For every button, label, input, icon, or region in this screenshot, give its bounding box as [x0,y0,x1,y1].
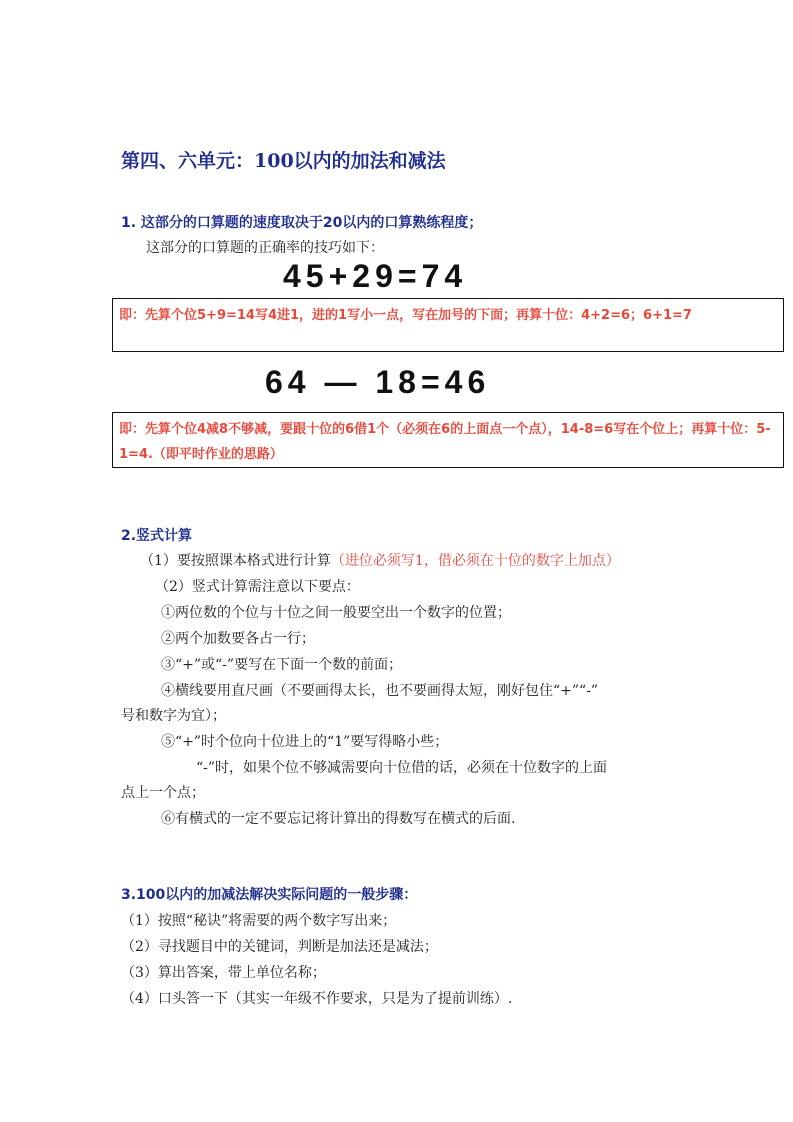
point-5-line2: “-”时，如果个位不够减需要向十位借的话，必须在十位数字的上面 [196,760,608,776]
equation-addition: 45+29=74 [283,258,468,294]
point-5-line1: ⑤“+”时个位向十位进上的“1”要写得略小些； [161,734,449,750]
point-5-line3: 点上一个点； [121,785,205,801]
point-1: ①两位数的个位与十位之间一般要空出一个数字的位置； [161,605,511,621]
point-3: ③“+”或“-”要写在下面一个数的前面； [161,657,403,673]
note-box-subtraction [112,412,784,468]
section1-heading: 1. 这部分的口算题的速度取决于20以内的口算熟练程度； [121,215,483,231]
step-2: （2）寻找题目中的关键词，判断是加法还是减法； [121,939,438,955]
item1-text: （1）要按照课本格式进行计算 [140,553,331,569]
point-6: ⑥有横式的一定不要忘记将计算出的得数写在横式的后面. [161,811,516,827]
note-subtraction-text: 即：先算个位4减8不够减，要跟十位的6借1个（必须在6的上面点一个点），14-8=6写在个位上；再算十位：5-1=4.（即平时作业的思路） [119,422,771,462]
equation-subtraction: 64 — 18=46 [265,364,491,400]
step-3: （3）算出答案，带上单位名称； [121,965,326,981]
section2-item2: （2）竖式计算需注意以下要点： [155,579,360,595]
step-1: （1）按照“秘诀”将需要的两个数字写出来； [121,913,397,929]
section2-item1 [140,550,620,570]
note-addition-text: 即：先算个位5+9=14写4进1，进的1写小一点，写在加号的下面；再算十位：4+2=6；6+1=7 [119,308,692,323]
section3-heading: 3.100以内的加减法解决实际问题的一般步骤： [121,887,418,903]
note-box-addition [112,298,784,352]
section2-heading: 2.竖式计算 [121,528,193,544]
item1-red-note: （进位必须写1，借必须在十位的数字上加点） [330,553,620,569]
step-4: （4）口头答一下（其实一年级不作要求，只是为了提前训练）. [121,991,513,1007]
point-2: ②两个加数要各占一行； [161,631,315,647]
page-title: 第四、六单元：100以内的加法和减法 [121,150,446,172]
point-4-line1: ④横线要用直尺画（不要画得太长，也不要画得太短，刚好包住“+”“-” [161,683,599,699]
section1-intro: 这部分的口算题的正确率的技巧如下： [146,240,384,256]
point-4-line2: 号和数字为宜）； [121,708,226,724]
